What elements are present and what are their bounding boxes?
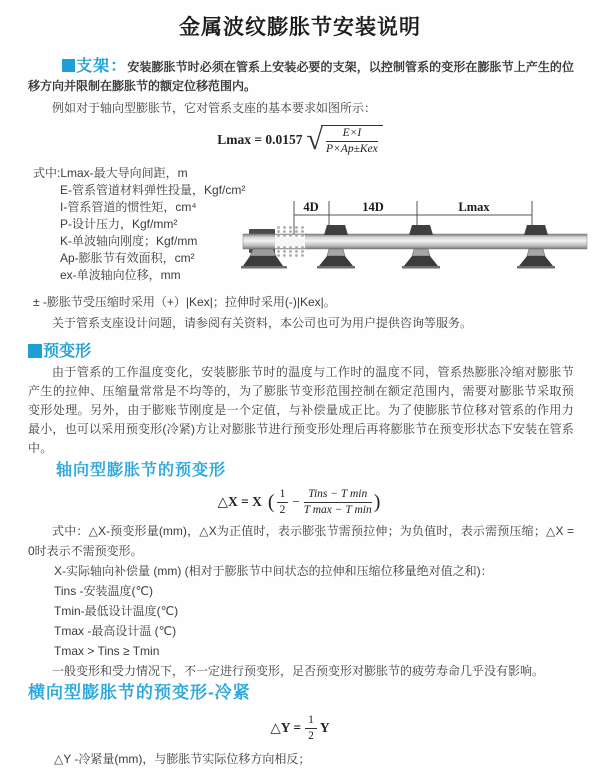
half-fraction — [277, 488, 289, 517]
axial-definition-line: Tmin-最低设计温度(℃) — [54, 604, 179, 618]
axial-definition-line: Tmax -最高设计温 (℃) — [54, 624, 177, 638]
definition-line: I-管系管道的惯性矩，cm⁴ — [60, 200, 197, 214]
axial-definition-line: Tmax > Tins ≥ Tmin — [54, 644, 160, 658]
temperature-fraction — [304, 488, 372, 517]
plus-minus-note: ± -膨胀节受压缩时采用（+）|Kex|；拉伸时采用(-)|Kex|。 — [33, 295, 336, 309]
lateral-predeform-formula — [0, 713, 600, 743]
radical-expression — [307, 125, 383, 156]
definition-line: ex-单波轴向位移，mm — [60, 268, 181, 282]
dimension-label-14d: 14D — [362, 200, 384, 214]
bellows-section — [275, 226, 305, 257]
predeform-body-paragraph: 由于管系的工作温度变化，安装膨胀节时的温度与工作时的温度不同，管系热膨胀冷缩对膨胀节产生的拉伸、压缩量常常是不均等的，为了膨胀节变形范围控制在额定范围内，需要对膨胀节采取预变形处理。另外，由于膨账节刚度是一个定值，与补偿量成正比。为了使膨胀节位移对管系的作用力最小，也可以采用预变形(冷紧)方让对膨胀节进行预变形处理后再将膨胀节在预变形状态下安装在管系中。 — [28, 365, 574, 455]
definition-line: E-管系管道材料弹性投量，Kgf/cm² — [60, 183, 246, 197]
support-example-line: 例如对于轴向型膨胀节，它对管系支座的基本要求如图所示： — [52, 101, 377, 115]
lmax-formula-lhs: Lmax = 0.0157 — [217, 132, 303, 147]
axial-predeform-heading: 轴向型膨胀节的预变形 — [56, 462, 227, 479]
fraction — [326, 127, 378, 156]
consult-note: 关于管系支座设计问题，请参阅有关资料，本公司也可为用户提供咨询等服务。 — [52, 316, 473, 330]
dimension-label-lmax: Lmax — [458, 200, 490, 214]
definition-line: 式中:Lmax-最大导向间距，m — [33, 166, 188, 180]
definition-line: K-单波轴向刚度；Kgf/mm — [60, 234, 198, 248]
predeform-section-heading — [28, 342, 600, 362]
lateral-note-line: △Y -冷紧量(mm)，与膨胀节实际位移方向相反； — [54, 752, 311, 766]
axial-definition-line: Tins -安装温度(℃) — [54, 584, 154, 598]
lateral-formula-rhs: Y — [319, 720, 330, 735]
support-section-heading — [62, 58, 127, 75]
definition-line: Ap-膨胀节有效面积，cm² — [60, 251, 195, 265]
symbol-definitions-block — [0, 165, 600, 287]
lmax-formula — [0, 123, 600, 157]
fraction-numerator: 1 — [305, 714, 317, 729]
radical-symbol: √ — [306, 123, 324, 156]
fraction-numerator: E×I — [326, 127, 378, 142]
section-square-icon — [62, 59, 75, 72]
definition-line: P-设计压力，Kgf/mm² — [60, 217, 178, 231]
dimension-label-4d: 4D — [303, 200, 319, 214]
left-paren: ( — [267, 491, 275, 513]
predeform-heading-label: 预变形 — [43, 343, 92, 360]
axial-formula-lhs: △X = X — [217, 494, 262, 509]
page-title: 金属波纹膨胀节安装说明 — [179, 16, 421, 39]
fraction-denominator: 2 — [279, 503, 286, 516]
fraction-numerator: 1 — [277, 488, 289, 503]
radicand — [321, 125, 383, 156]
lateral-formula-lhs: △Y = — [270, 720, 302, 735]
fraction-denominator: 2 — [308, 729, 314, 742]
right-paren: ) — [373, 491, 381, 513]
pipe-support-spacing-diagram — [241, 189, 597, 275]
axial-predeform-formula — [0, 485, 600, 519]
axial-definition-line: X-实际轴向补偿量 (mm) (相对于膨胀节中间状态的拉伸和压缩位移量绝对值之和)： — [54, 564, 493, 578]
section-square-icon — [28, 344, 42, 358]
anchor-pedestal — [241, 249, 287, 269]
axial-general-note: 一般变形和受力情况下，不一定进行预变形，足否预变形对膨胀节的疲劳寿命几乎没有影响。 — [52, 664, 545, 678]
lateral-predeform-heading: 横向型膨胀节的预变形-冷紧 — [28, 683, 251, 702]
fraction-denominator: P×Ap±Kex — [326, 142, 378, 155]
axial-where-paragraph: 式中：△X-预变形量(mm)，△X为正值时，表示膨张节需预拉伸；为负值时，表示需预压缩；△X = 0时表示不需预变形。 — [28, 524, 574, 558]
support-intro-text: 安装膨胀节时必须在管系上安装必要的支架，以控制管系的变形在膨胀节上产生的位移方向并限制在膨胀节的额定位移范围内。 — [28, 60, 574, 93]
minus-operator: − — [292, 494, 300, 509]
fraction-numerator: Tins − T min — [304, 488, 372, 503]
fraction-denominator: T max − T min — [303, 503, 372, 516]
support-heading-label: 支架： — [76, 58, 128, 75]
half-fraction — [305, 714, 317, 743]
support-paragraph — [28, 57, 574, 96]
